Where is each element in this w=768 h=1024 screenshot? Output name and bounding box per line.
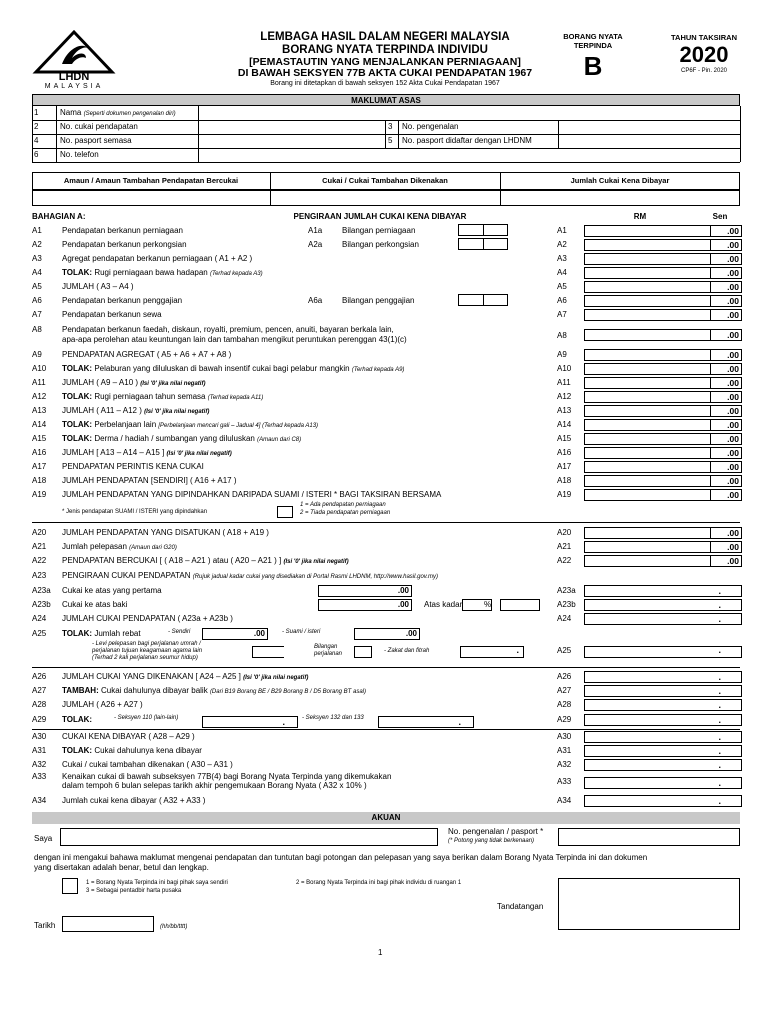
row-a17 [32,460,740,474]
akuan-heading: AKUAN [32,812,740,824]
a27-amount-input[interactable]: . [584,685,742,697]
s110-input[interactable]: . [202,716,298,728]
row-rcode: A34 [557,796,572,805]
org-name: LEMBAGA HASIL DALAM NEGERI MALAYSIA [260,31,510,43]
nama-input[interactable] [199,107,739,119]
row-code: A14 [32,420,47,429]
row-a26: A26 JUMLAH CUKAI YANG DIKENAKAN [ A24 – A25 ] (Isi '0' jika nilai negatif) A26 . [32,670,740,684]
trips-label: Bilangan perjalanan [314,644,343,657]
field-num: 2 [34,122,39,131]
field-num: 6 [34,150,39,159]
row-code: A17 [32,462,47,471]
a17-amount-input[interactable]: .00 [584,461,742,473]
row-desc: Pendapatan berkanun perkongsian [62,240,187,249]
row-code: A33 [32,772,47,781]
row-rcode: A11 [557,378,571,387]
row-a21: A21 Jumlah pelepasan (Amaun dari G20) A21 .00 [32,540,740,554]
rebate-self-input[interactable]: .00 [202,628,268,640]
id-no-input[interactable] [559,121,739,133]
rm-label: RM [633,212,647,221]
row-code: A34 [32,796,47,805]
row-subcode: A1a [308,226,323,235]
declaration-statement: dengan ini mengakui bahawa maklumat mengenai pendapatan dan tuntutan bagi potongan dan pelepasan yang saya berikan dalam Borang Nyata Terpinda ini dan dokumen yang disertakan adalah benar, betul dan lengkap. [34,853,648,872]
row-rcode: A27 [557,686,572,695]
field-num: 1 [34,108,39,117]
year-label: TAHUN TAKSIRAN [671,33,737,42]
row-rcode: A29 [557,715,572,724]
row-rcode: A5 [557,282,567,291]
a9-amount-input[interactable]: .00 [584,349,742,361]
row-code: A15 [32,434,47,443]
row-rcode: A1 [557,226,567,235]
row-desc: Pendapatan berkanun penggajian [62,296,183,305]
s110-label: - Seksyen 110 (lain-lain) [114,715,179,721]
row-desc: JUMLAH CUKAI PENDAPATAN ( A23a + A23b ) [62,614,233,623]
row-code: A11 [32,378,46,387]
row-code: A13 [32,406,47,415]
row-code: A18 [32,476,47,485]
trips-input[interactable] [354,646,372,658]
date-label: Tarikh [34,921,56,930]
field-label-passport: No. pasport semasa [60,136,132,145]
declaration-option-1: 1 = Borang Nyata Terpinda ini bagi pihak saya sendiri [86,880,228,886]
row-desc: JUMLAH PENDAPATAN YANG DISATUKAN ( A18 + A19 ) [62,528,269,537]
a19-jenis-note: * Jenis pendapatan SUAMI / ISTERI yang dipindahkan [62,509,208,515]
field-label-tax-no: No. cukai pendapatan [60,122,138,131]
a21-amount-input[interactable]: .00 [584,541,742,553]
summary-payable-input[interactable] [501,191,739,205]
row-desc-line2: apa-apa perolehan atau keuntungan lain dan tambahan mengikut peruntukan perenggan 43(1)(c) [62,335,407,344]
a3-amount-input[interactable]: .00 [584,253,742,265]
row-desc-line1: Kenaikan cukai di bawah subseksyen 77B(4) bagi Borang Nyata Terpinda yang dikemukakan [62,772,392,781]
a23b-amount-input[interactable]: . [584,599,742,611]
row-rcode: A7 [557,310,567,319]
row-a29: A29 TOLAK: - Seksyen 110 (lain-lain) . - Seksyen 132 dan 133 . A29 . [32,713,740,727]
field-num: 3 [388,122,393,131]
row-code: A16 [32,448,47,457]
svg-text:MALAYSIA: MALAYSIA [44,83,104,90]
row-code: A24 [32,614,47,623]
row-rcode: A20 [557,528,572,537]
row-rcode: A22 [557,556,572,565]
declaration-type-input[interactable] [62,878,78,894]
row-a20 [32,526,740,540]
declarant-id-input[interactable] [558,828,740,846]
a7-amount-input[interactable]: .00 [584,309,742,321]
row-code: A25 [32,629,47,638]
field-label-registered-passport: No. pasport didaftar dengan LHDNM [402,136,532,145]
row-rcode: A3 [557,254,567,263]
row-code: A23a [32,586,51,595]
row-a30 [32,730,740,744]
row-a22: A22 PENDAPATAN BERCUKAI [ ( A18 – A21 ) atau ( A20 – A21 ) ] (Isi '0' jika nilai negatif) A22 .00 [32,554,740,568]
row-a24 [32,612,740,626]
a23b-mini-input[interactable]: .00 [318,599,412,611]
page-number: 1 [378,948,383,957]
row-a16: A16 JUMLAH [ A13 – A14 – A15 ] (Isi '0' jika nilai negatif) A16 .00 [32,446,740,460]
a1a-input[interactable] [458,224,508,236]
row-code: A2 [32,240,42,249]
row-a27: A27 TAMBAH: Cukai dahulunya dibayar balik (Dari B19 Borang BE / B29 Borang B / D5 Borang BT asal) A27 . [32,684,740,698]
a20-amount-input[interactable]: .00 [584,527,742,539]
row-desc: Jumlah cukai kena dibayar ( A32 + A33 ) [62,796,206,805]
row-a32 [32,758,740,772]
row-a4: A4 TOLAK: Rugi perniagaan bawa hadapan (Terhad kepada A3) A4 .00 [32,266,740,280]
saya-label: Saya [34,834,53,843]
a31-amount-input[interactable]: . [584,745,742,757]
date-format-hint: (hh/bb/tttt) [160,924,188,930]
row-a15: A15 TOLAK: Derma / hadiah / sumbangan yang diluluskan (Amaun dari C8) A15 .00 [32,432,740,446]
row-sublabel: Bilangan perkongsian [342,240,419,249]
row-code: A21 [32,542,47,551]
a24-amount-input[interactable]: . [584,613,742,625]
a34-amount-input[interactable]: . [584,795,742,807]
zakat-input[interactable]: . [460,646,524,658]
row-code: A23 [32,571,47,580]
row-code: A1 [32,226,42,235]
row-subcode: A2a [308,240,323,249]
a5-amount-input[interactable]: .00 [584,281,742,293]
row-a3 [32,252,740,266]
row-code: A19 [32,490,47,499]
row-rcode: A23b [557,600,576,609]
row-desc: Cukai ke atas baki [62,600,128,609]
row-code: A8 [32,325,42,334]
row-code: A32 [32,760,47,769]
summary-col-tax: Cukai / Cukai Tambahan Dikenakan [322,176,448,185]
row-desc: Pendapatan berkanun perniagaan [62,226,183,235]
bahagian-a-title: PENGIRAAN JUMLAH CUKAI KENA DIBAYAR [293,212,467,221]
a2a-input[interactable] [458,238,508,250]
a12-amount-input[interactable]: .00 [584,391,742,403]
signature-label: Tandatangan [497,902,544,911]
id-note: (* Potong yang tidak berkenaan) [448,838,535,844]
row-desc: Cukai / cukai tambahan dikenakan ( A30 – A31 ) [62,760,233,769]
row-code: A3 [32,254,42,263]
maklumat-heading: MAKLUMAT ASAS [32,94,740,106]
row-code: A29 [32,715,47,724]
a32-amount-input[interactable]: . [584,759,742,771]
row-desc: JUMLAH PENDAPATAN YANG DIPINDAHKAN DARIPADA SUAMI / ISTERI * BAGI TAKSIRAN BERSAMA [62,490,442,499]
s132-label: - Seksyen 132 dan 133 [302,715,364,721]
row-a9 [32,348,740,362]
field-label-id-no: No. pengenalan [402,122,459,131]
a23a-amount-input[interactable]: . [584,585,742,597]
assessment-year: 2020 [679,42,729,67]
row-code: A20 [32,528,47,537]
a1-amount-input[interactable]: .00 [584,225,742,237]
row-rcode: A13 [557,406,572,415]
row-rcode: A9 [557,350,567,359]
row-desc: JUMLAH ( A26 + A27 ) [62,700,143,709]
row-a13: A13 JUMLAH ( A11 – A12 ) (Isi '0' jika nilai negatif) A13 .00 [32,404,740,418]
form-ref: CP6F - Pin. 2020 [680,68,728,74]
declaration-option-2: 2 = Borang Nyata Terpinda ini bagi pihak individu di ruangan 1 [296,880,462,886]
lhdn-logo [32,28,116,90]
a10-amount-input[interactable]: .00 [584,363,742,375]
summary-amount-input[interactable] [33,191,269,205]
row-desc: Cukai ke atas yang pertama [62,586,162,595]
a6a-input[interactable] [458,294,508,306]
row-desc: Pendapatan berkanun sewa [62,310,162,319]
row-desc: CUKAI KENA DIBAYAR ( A28 – A29 ) [62,732,195,741]
row-desc-line1: Pendapatan berkanun faedah, diskaun, royalti, premium, pencen, anuiti, bayaran berkala lain, [62,325,394,334]
a25-amount-input[interactable]: . [584,646,742,658]
a22-amount-input[interactable]: .00 [584,555,742,567]
row-code: A30 [32,732,47,741]
row-rcode: A25 [557,646,572,655]
row-rcode: A12 [557,392,572,401]
row-code: A26 [32,672,47,681]
a14-amount-input[interactable]: .00 [584,419,742,431]
row-a2 [32,238,740,252]
row-code: A28 [32,700,47,709]
row-desc: Agregat pendapatan berkanun perniagaan ( A1 + A2 ) [62,254,253,263]
row-desc: JUMLAH ( A3 – A4 ) [62,282,134,291]
row-a14: A14 TOLAK: Perbelanjaan lain [Perbelanjaan mencari gali – Jadual 4] (Terhad kepada A13) A14 .00 [32,418,740,432]
row-rcode: A10 [557,364,572,373]
row-rcode: A8 [557,331,567,340]
row-rcode: A19 [557,490,572,499]
row-desc: PENDAPATAN AGREGAT ( A5 + A6 + A7 + A8 ) [62,350,232,359]
row-rcode: A32 [557,760,572,769]
row-code: A6 [32,296,42,305]
field-label-phone: No. telefon [60,150,99,159]
rebate-spouse-input[interactable]: .00 [354,628,420,640]
zakat-label: - Zakat dan fitrah [384,648,430,654]
registered-passport-input[interactable] [559,135,739,147]
row-a18 [32,474,740,488]
a23a-mini-input[interactable]: .00 [318,585,412,597]
field-label-nama: Nama (Seperti dokumen pengenalan diri) [60,108,176,117]
row-rcode: A24 [557,614,572,623]
a13-amount-input[interactable]: .00 [584,405,742,417]
a15-amount-input[interactable]: .00 [584,433,742,445]
row-code: A7 [32,310,42,319]
a2-amount-input[interactable]: .00 [584,239,742,251]
rebate-self-label: - Sendiri [168,629,191,635]
tax-no-input[interactable] [199,121,384,133]
row-a5 [32,280,740,294]
a6-amount-input[interactable]: .00 [584,295,742,307]
a30-amount-input[interactable]: . [584,731,742,743]
field-num: 4 [34,136,39,145]
sen-label: Sen [712,212,728,221]
row-a33 [32,772,740,794]
row-rcode: A28 [557,700,572,709]
form-subtitle: Borang ini ditetapkan di bawah seksyen 152 Akta Cukai Pendapatan 1967 [270,80,500,87]
a19-amount-input[interactable]: .00 [584,489,742,501]
row-code: A12 [32,392,47,401]
a33-amount-input[interactable]: . [584,777,742,789]
row-a1 [32,224,740,238]
tax-rate-extra-input[interactable] [500,599,540,611]
a19-option-1: 1 = Ada pendapatan perniagaan [300,502,386,508]
row-sublabel: Bilangan perniagaan [342,226,416,235]
form-title-sub: [PEMASTAUTIN YANG MENJALANKAN PERNIAGAAN] [249,56,521,68]
a28-amount-input[interactable]: . [584,699,742,711]
row-code: A23b [32,600,51,609]
percent-sign: % [484,600,492,609]
row-a25: A25 TOLAK: Jumlah rebat - Sendiri .00 - Suami / isteri .00 [32,627,740,641]
a4-amount-input[interactable]: .00 [584,267,742,279]
passport-input[interactable] [199,135,384,147]
form-title-section: DI BAWAH SEKSYEN 77B AKTA CUKAI PENDAPATAN 1967 [237,67,533,79]
levi-label: - Levi pelepasan bagi perjalanan umrah / perjalanan tujuan keagamaan agama lain (Terhad 2 kali perjalanan seumur hidup) [92,641,203,661]
row-rcode: A31 [557,746,572,755]
svg-text:LHDN: LHDN [58,71,90,83]
row-a23b [32,598,740,612]
row-a10: A10 TOLAK: Pelaburan yang diluluskan di bawah insentif cukai bagi pelabur mangkin (Terhad kepada A9) A10 .00 [32,362,740,376]
row-rcode: A4 [557,268,567,277]
form-title: BORANG NYATA TERPINDA INDIVIDU [282,44,488,56]
row-a34 [32,794,740,808]
row-a12: A12 TOLAK: Rugi perniagaan tahun semasa (Terhad kepada A11) A12 .00 [32,390,740,404]
row-rcode: A2 [557,240,567,249]
a18-amount-input[interactable]: .00 [584,475,742,487]
row-subcode: A6a [308,296,323,305]
row-code: A9 [32,350,42,359]
a16-amount-input[interactable]: .00 [584,447,742,459]
row-rcode: A17 [557,462,572,471]
row-code: A5 [32,282,42,291]
phone-input[interactable] [199,149,384,161]
row-sublabel: Bilangan penggajian [342,296,415,305]
row-a7 [32,308,740,322]
s132-input[interactable]: . [378,716,474,728]
a8-amount-input[interactable]: .00 [584,329,742,341]
form-label: BORANG NYATA TERPINDA [563,32,623,50]
rebate-spouse-label: - Suami / isteri [282,629,321,635]
row-rcode: A21 [557,542,572,551]
row-a19 [32,488,740,502]
row-desc: PENDAPATAN PERINTIS KENA CUKAI [62,462,204,471]
row-rcode: A30 [557,732,572,741]
row-rcode: A23a [557,586,576,595]
row-a28 [32,698,740,712]
a11-amount-input[interactable]: .00 [584,377,742,389]
row-code: A31 [32,746,47,755]
rate-label: Atas kadar [424,600,463,609]
row-rcode: A6 [557,296,567,305]
bahagian-a-label: BAHAGIAN A: [32,212,86,221]
row-a8 [32,323,740,349]
row-rcode: A16 [557,448,572,457]
summary-tax-input[interactable] [271,191,499,205]
row-desc-line2: dalam tempoh 6 bulan selepas tarikh akhir pengemukaan Borang Nyata ( A32 x 10% ) [62,781,367,790]
row-desc: JUMLAH PENDAPATAN [SENDIRI] ( A16 + A17 ) [62,476,237,485]
row-rcode: A26 [557,672,572,681]
row-code: A27 [32,686,47,695]
row-rcode: A14 [557,420,572,429]
a19-type-input[interactable] [277,506,293,518]
row-a23: A23 PENGIRAAN CUKAI PENDAPATAN (Rujuk jadual kadar cukai yang disediakan di Portal Rasmi LHDNM, http://www.hasil.gov.my) [32,569,740,583]
declaration-option-3: 3 = Sebagai pentadbir harta pusaka [86,888,182,894]
declarant-name-input[interactable] [60,828,438,846]
row-a11: A11 JUMLAH ( A9 – A10 ) (Isi '0' jika nilai negatif) A11 .00 [32,376,740,390]
form-code: B [583,51,603,81]
a29-amount-input[interactable]: . [584,714,742,726]
field-num: 5 [388,136,393,145]
a26-amount-input[interactable]: . [584,671,742,683]
summary-col-amount: Amaun / Amaun Tambahan Pendapatan Bercukai [63,176,239,185]
row-rcode: A33 [557,777,572,786]
id-label: No. pengenalan / pasport * [448,827,544,836]
row-code: A10 [32,364,47,373]
lhdn-logo-icon [32,28,116,90]
row-a6 [32,294,740,308]
row-code: A4 [32,268,42,277]
signature-box[interactable] [558,878,740,930]
summary-col-payable: Jumlah Cukai Kena Dibayar [570,176,670,185]
row-a31: A31 TOLAK: Cukai dahulunya kena dibayar A31 . [32,744,740,758]
a19-option-2: 2 = Tiada pendapatan perniagaan [300,510,391,516]
date-input[interactable] [62,916,154,932]
row-a23a [32,584,740,598]
row-rcode: A18 [557,476,572,485]
row-code: A22 [32,556,47,565]
row-rcode: A15 [557,434,572,443]
